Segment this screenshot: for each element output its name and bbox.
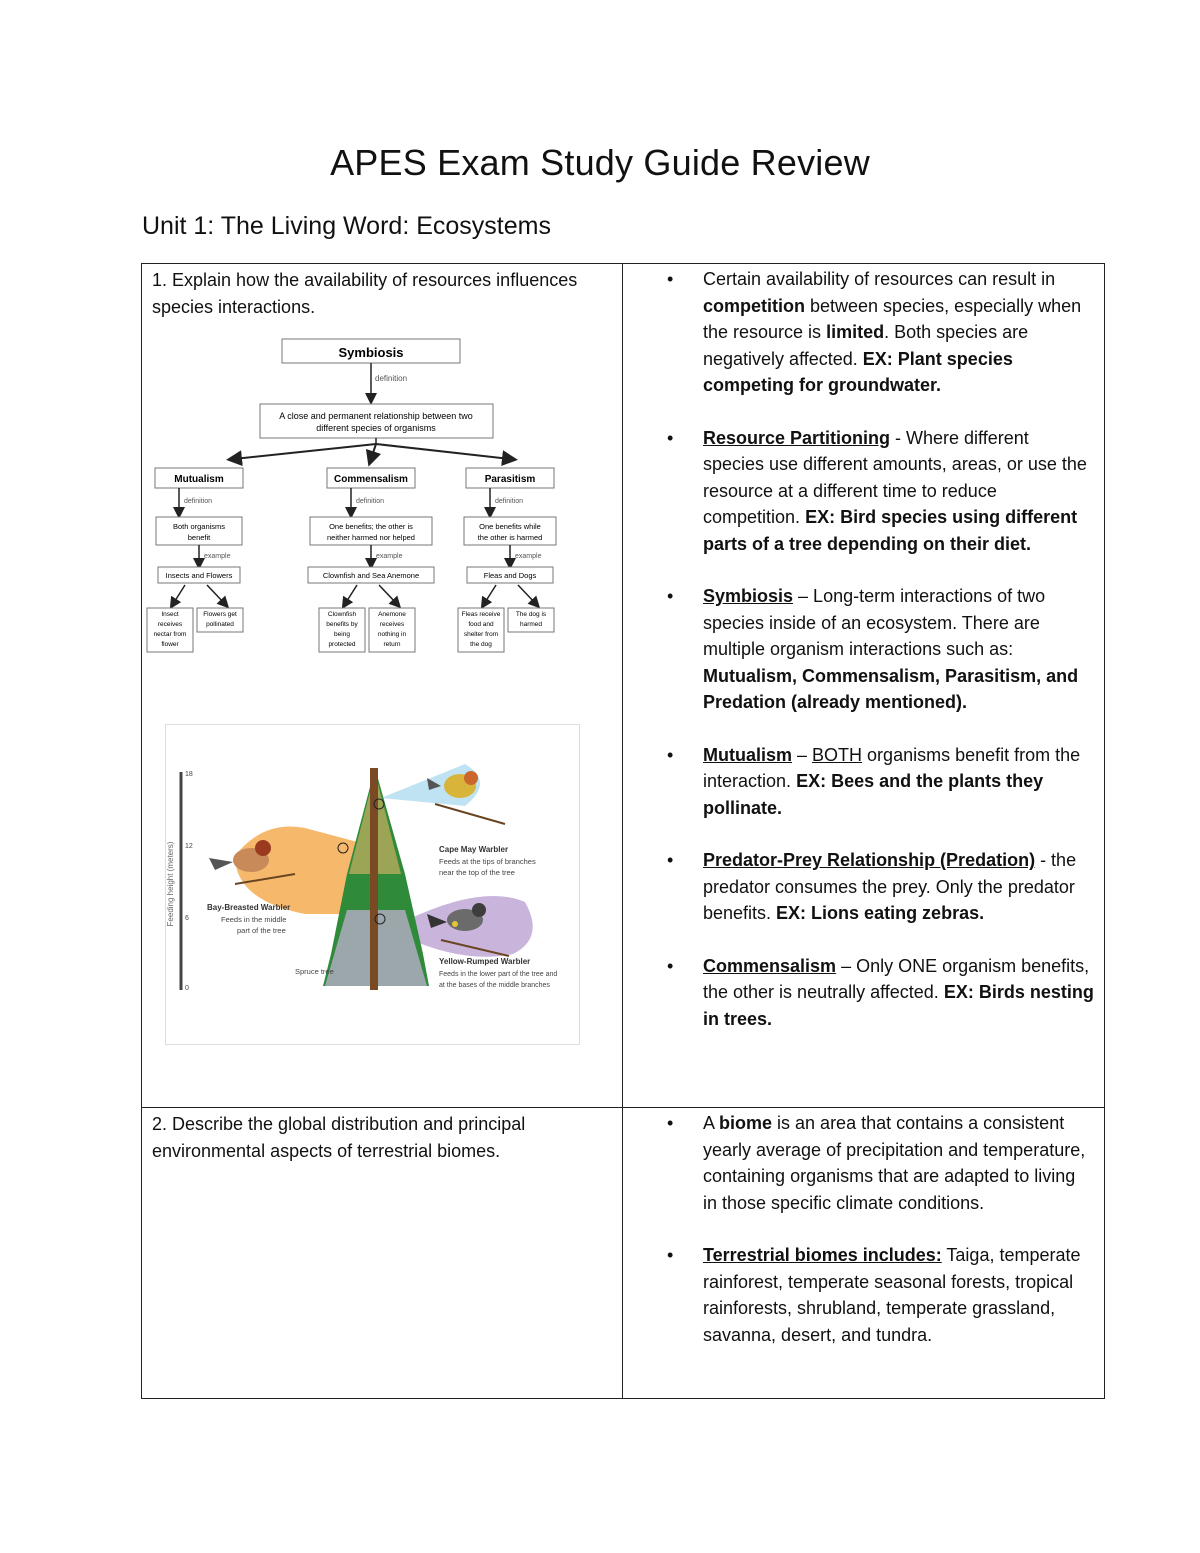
example-label: Clownfish and Sea Anemone [322, 571, 420, 580]
answer-list [623, 264, 1104, 1032]
example-label: Fleas and Dogs [483, 571, 537, 580]
branch-label: Commensalism [334, 474, 408, 485]
bird-desc: at the bases of the middle branches [439, 982, 550, 989]
outcome-line: being [334, 631, 350, 638]
question-text: 2. Describe the global distribution and principal environmental aspects of terrestrial biomes. [152, 1114, 526, 1161]
connector-arrow [518, 585, 536, 604]
definition-line: A close and permanent relationship between two [279, 411, 473, 421]
bird-name: Cape May Warbler [439, 845, 509, 854]
branch-label: Mutualism [174, 474, 224, 485]
outcome-line: food and [468, 621, 494, 628]
outcome-line: protected [328, 641, 356, 648]
link-label: example [204, 553, 231, 560]
axis-tick: 12 [185, 843, 193, 850]
answer-text: is an area that contains a consistent yearly average of precipitation and temperature, containing organisms that are adapted to living in those specific climate conditions. [703, 1113, 1086, 1213]
answer-bullet [623, 1242, 1094, 1348]
table-row [142, 1108, 1105, 1399]
answer-text: Resource Partitioning [703, 427, 891, 448]
page-title: APES Exam Study Guide Review [330, 142, 870, 183]
answer-text: Certain availability of resources can result in [703, 269, 1056, 289]
outcome-line: The dog is [515, 611, 547, 618]
definition-line: neither harmed nor helped [327, 533, 415, 542]
outcome-line: Fleas receive [461, 611, 501, 618]
answer-text: Mutualism [703, 744, 793, 765]
bird-desc: Feeds in the middle [221, 915, 287, 924]
definition-line: benefit [187, 533, 211, 542]
answer-bullet [623, 1110, 1094, 1216]
branch-label: Parasitism [484, 474, 536, 485]
bird-name: Yellow-Rumped Warbler [439, 957, 531, 966]
unit-heading: Unit 1: The Living Word: Ecosystems [142, 212, 551, 240]
answer-text: Mutualism, Commensalism, Parasitism, and Predation (already mentioned). [703, 665, 1079, 712]
outcome-line: shelter from [463, 631, 499, 638]
answer-cell [623, 264, 1105, 1108]
outcome-line: Flowers get [203, 611, 237, 618]
answer-text: – Only ONE organism benefits, the other is neutrally affected. [703, 955, 1090, 1002]
answer-text: Commensalism [703, 955, 837, 976]
answer-text: competition [703, 295, 805, 316]
definition-line: Both organisms [172, 522, 226, 531]
link-label: example [376, 553, 403, 560]
answer-text: Terrestrial biomes includes: [703, 1245, 942, 1265]
connector-arrow [345, 585, 357, 604]
answer-text: Taiga, temperate rainforest, temperate seasonal forests, tropical rainforests, shrubland, temperate grassland, savanna, desert, and tundra. [703, 1245, 1081, 1345]
outcome-line: nothing in [377, 631, 407, 638]
outcome-line: receives [379, 621, 405, 628]
symbiosis-concept-map [142, 336, 620, 666]
connector-arrow [207, 585, 225, 604]
definition-line: One benefits while [479, 522, 541, 531]
axis-tick: 0 [185, 985, 189, 992]
bird-desc: near the top of the tree [439, 868, 515, 877]
outcome-line: harmed [519, 621, 543, 628]
link-label: definition [184, 498, 213, 505]
answer-cell [623, 1108, 1105, 1399]
outcome-line: receives [157, 621, 183, 628]
answer-text: EX: Lions eating zebras. [776, 903, 985, 923]
answer-text: Symbiosis [703, 586, 794, 606]
answer-text: EX: Bees and the plants they pollinate. [703, 771, 1044, 818]
outcome-line: nectar from [153, 631, 187, 638]
connector-arrow [484, 585, 496, 604]
axis-tick: 6 [185, 915, 189, 922]
bird-name: Bay-Breasted Warbler [207, 903, 291, 912]
answer-text: - the predator consumes the prey. Only the predator benefits. [703, 850, 1077, 923]
answer-text: BOTH [812, 744, 863, 765]
answer-text: EX: Bird species using different parts of a tree depending on their diet. [703, 507, 1078, 554]
answer-text: - Where different species use different amounts, areas, or use the resource at a different time to reduce competition. [703, 427, 1087, 527]
answer-text: – Long-term interactions of two species inside of an ecosystem. There are multiple organism interactions such as: [703, 586, 1046, 659]
outcome-line: flower [161, 641, 179, 648]
answer-text: . Both species are negatively affected. [703, 322, 1029, 369]
link-label: example [515, 553, 542, 560]
question-text: 1. Explain how the availability of resources influences species interactions. [152, 270, 578, 317]
connector-arrow [173, 585, 185, 604]
outcome-line: Clownfish [327, 611, 357, 618]
answer-list [623, 1108, 1104, 1348]
bird-desc: Feeds in the lower part of the tree and [439, 971, 558, 978]
answer-text: EX: Birds nesting in trees. [703, 982, 1094, 1029]
link-label: definition [375, 374, 408, 383]
answer-text: biome [719, 1113, 773, 1133]
symbiosis-root-label: Symbiosis [338, 345, 404, 360]
connector-arrow [379, 585, 397, 604]
answer-bullet [623, 583, 1094, 716]
study-guide-table [141, 263, 1105, 1399]
answer-bullet [623, 847, 1094, 927]
answer-bullet [623, 742, 1094, 822]
bird-desc: part of the tree [237, 926, 286, 935]
table-row [142, 264, 1105, 1108]
link-label: definition [495, 498, 524, 505]
answer-bullet [623, 953, 1094, 1033]
answer-text: EX: Plant species competing for groundwater. [703, 348, 1013, 395]
answer-text: between species, especially when the resource is [703, 295, 1082, 342]
link-label: definition [356, 498, 385, 505]
axis-label: Feeding height (meters) [166, 841, 175, 927]
outcome-line: benefits by [326, 621, 358, 628]
answer-text: A [703, 1113, 720, 1133]
outcome-line: pollinated [206, 621, 234, 628]
outcome-line: the dog [470, 641, 492, 648]
definition-line: the other is harmed [477, 533, 543, 542]
outcome-line: Anemone [378, 611, 406, 618]
answer-text: Predator-Prey Relationship (Predation) [703, 850, 1036, 870]
bird-desc: Feeds at the tips of branches [439, 857, 536, 866]
definition-line: different species of organisms [316, 423, 436, 433]
warbler-figure [165, 724, 583, 1048]
answer-bullet [623, 266, 1094, 399]
answer-text: organisms benefit from the interaction. [703, 744, 1081, 791]
answer-bullet [623, 425, 1094, 558]
axis-tick: 18 [185, 771, 193, 778]
question-cell [142, 264, 623, 1108]
tree-label: Spruce tree [295, 967, 334, 976]
example-label: Insects and Flowers [165, 571, 233, 580]
outcome-line: Insect [161, 611, 179, 618]
outcome-line: return [383, 641, 401, 648]
question-cell [142, 1108, 623, 1399]
definition-line: One benefits; the other is [329, 522, 413, 531]
tree-trunk [370, 768, 378, 990]
answer-text: – [792, 744, 813, 765]
answer-text: limited [826, 322, 885, 342]
